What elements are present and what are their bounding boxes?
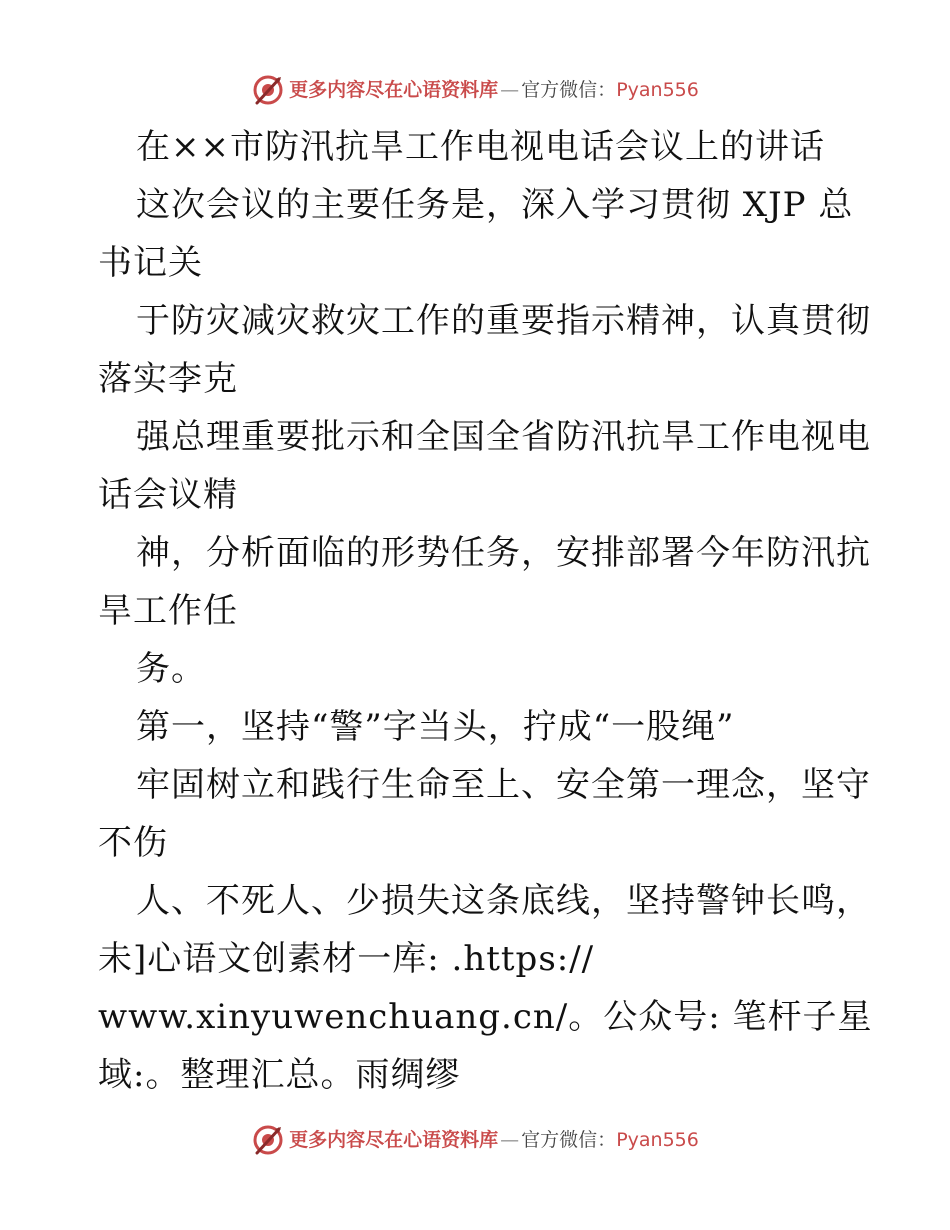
document-line: 务。 bbox=[136, 649, 206, 689]
banner-wechat-label: 官方微信： bbox=[521, 1128, 617, 1151]
document-line: 于防灾减灾救灾工作的重要指示精神，认真贯彻 bbox=[136, 301, 871, 341]
document-line: 落实李克 bbox=[98, 359, 238, 399]
pen-logo-icon bbox=[251, 73, 285, 107]
document-line: www.xinyuwenchuang.cn/。公众号: 笔杆子星 bbox=[98, 997, 873, 1037]
document-line: 这次会议的主要任务是，深入学习贯彻 XJP 总 bbox=[136, 185, 854, 225]
banner-dash: — bbox=[500, 78, 520, 101]
pen-logo-icon bbox=[251, 1123, 285, 1157]
document-line: 第一，坚持“警”字当头，拧成“一股绳” bbox=[136, 707, 735, 747]
document-line: 在××市防汛抗旱工作电视电话会议上的讲话 bbox=[136, 127, 825, 167]
footer-watermark-banner bbox=[0, 1120, 950, 1160]
document-line: 人、不死人、少损失这条底线，坚持警钟长鸣， bbox=[136, 881, 871, 921]
banner-slogan: 更多内容尽在心语资料库 bbox=[289, 78, 499, 101]
document-line: 未]心语文创素材一库: .https:// bbox=[98, 939, 595, 979]
document-line: 牢固树立和践行生命至上、安全第一理念，坚守 bbox=[136, 765, 871, 805]
banner-dash: — bbox=[500, 1128, 520, 1151]
document-line: 域:。整理汇总。雨绸缪 bbox=[98, 1055, 461, 1095]
document-line: 神，分析面临的形势任务，安排部署今年防汛抗 bbox=[136, 533, 871, 573]
banner-wechat-id: Pyan556 bbox=[616, 78, 699, 101]
banner-slogan: 更多内容尽在心语资料库 bbox=[289, 1128, 499, 1151]
document-line: 不伤 bbox=[98, 823, 168, 863]
document-line: 书记关 bbox=[98, 243, 203, 283]
banner-wechat-id: Pyan556 bbox=[616, 1128, 699, 1151]
document-line: 话会议精 bbox=[98, 475, 238, 515]
document-body bbox=[98, 118, 873, 1104]
document-line: 强总理重要批示和全国全省防汛抗旱工作电视电 bbox=[136, 417, 871, 457]
header-watermark-banner bbox=[0, 70, 950, 110]
banner-wechat-label: 官方微信： bbox=[521, 78, 617, 101]
document-line: 旱工作任 bbox=[98, 591, 238, 631]
